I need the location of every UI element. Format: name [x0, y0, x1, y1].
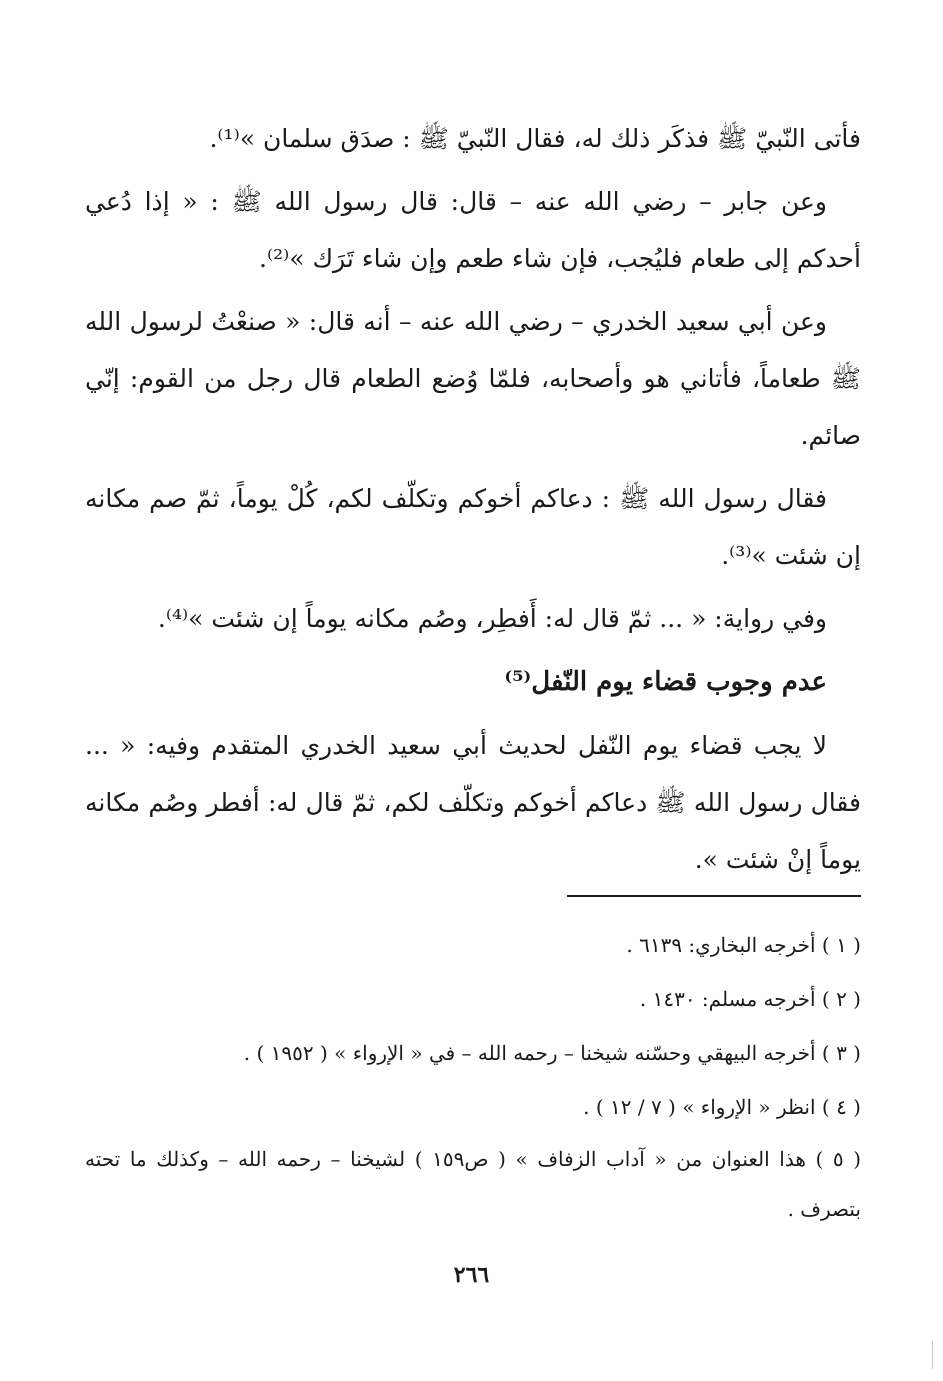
footnotes [85, 918, 861, 1234]
paragraph-1: فأتى النّبيّ ﷺ فذكَر ذلك له، فقال النّبيّ ﷺ : صدَق سلمان »⁽¹⁾. [209, 124, 861, 153]
footnote-4: ( ٤ ) انظر « الإرواء » ( ٧ / ١٢ ) . [583, 1095, 861, 1119]
paragraph-4: فقال رسول الله ﷺ : دعاكم أخوكم وتكلّف لكم، كُلْ يوماً، ثمّ صم مكانه إن شئت »⁽³⁾. [85, 484, 861, 570]
footnote-5: ( ٥ ) هذا العنوان من « آداب الزفاف » ( ص١٥٩ ) لشيخنا – رحمه الله – وكذلك ما تحته بتصرف . [85, 1147, 862, 1221]
section-heading: عدم وجوب قضاء يوم النّفل⁽⁵⁾ [504, 667, 827, 697]
paragraph-5: وفي رواية: « ... ثمّ قال له: أَفطِر، وصُم مكانه يوماً إن شئت »⁽⁴⁾. [157, 604, 827, 633]
section-paragraph: لا يجب قضاء يوم النّفل لحديث أبي سعيد الخدري المتقدم وفيه: « ... فقال رسول الله ﷺ دعاكم أخوكم وتكلّف لكم، ثمّ قال له: أفطر وصُم مكانه يوماً إنْ شئت ». [85, 731, 861, 874]
paragraph-3: وعن أبي سعيد الخدري – رضي الله عنه – أنه قال: « صنعْتُ لرسول الله ﷺ طعاماً، فأتاني هو وأصحابه، فلمّا وُضع الطعام قال رجل من القوم: إنّي صائم. [85, 307, 861, 450]
footnote-divider [567, 895, 861, 897]
footnote-1: ( ١ ) أخرجه البخاري: ٦١٣٩ . [626, 933, 861, 957]
scan-edge-mark [918, 1341, 933, 1369]
main-text [85, 110, 861, 894]
page-number: ٢٦٦ [453, 1262, 490, 1288]
paragraph-2: وعن جابر – رضي الله عنه – قال: قال رسول الله ﷺ : « إذا دُعي أحدكم إلى طعام فليُجب، فإن شاء طعم وإن شاء تَرَك »⁽²⁾. [85, 187, 861, 273]
footnote-2: ( ٢ ) أخرجه مسلم: ١٤٣٠ . [639, 987, 861, 1011]
footnote-3: ( ٣ ) أخرجه البيهقي وحسّنه شيخنا – رحمه الله – في « الإرواء » ( ١٩٥٢ ) . [243, 1041, 861, 1065]
